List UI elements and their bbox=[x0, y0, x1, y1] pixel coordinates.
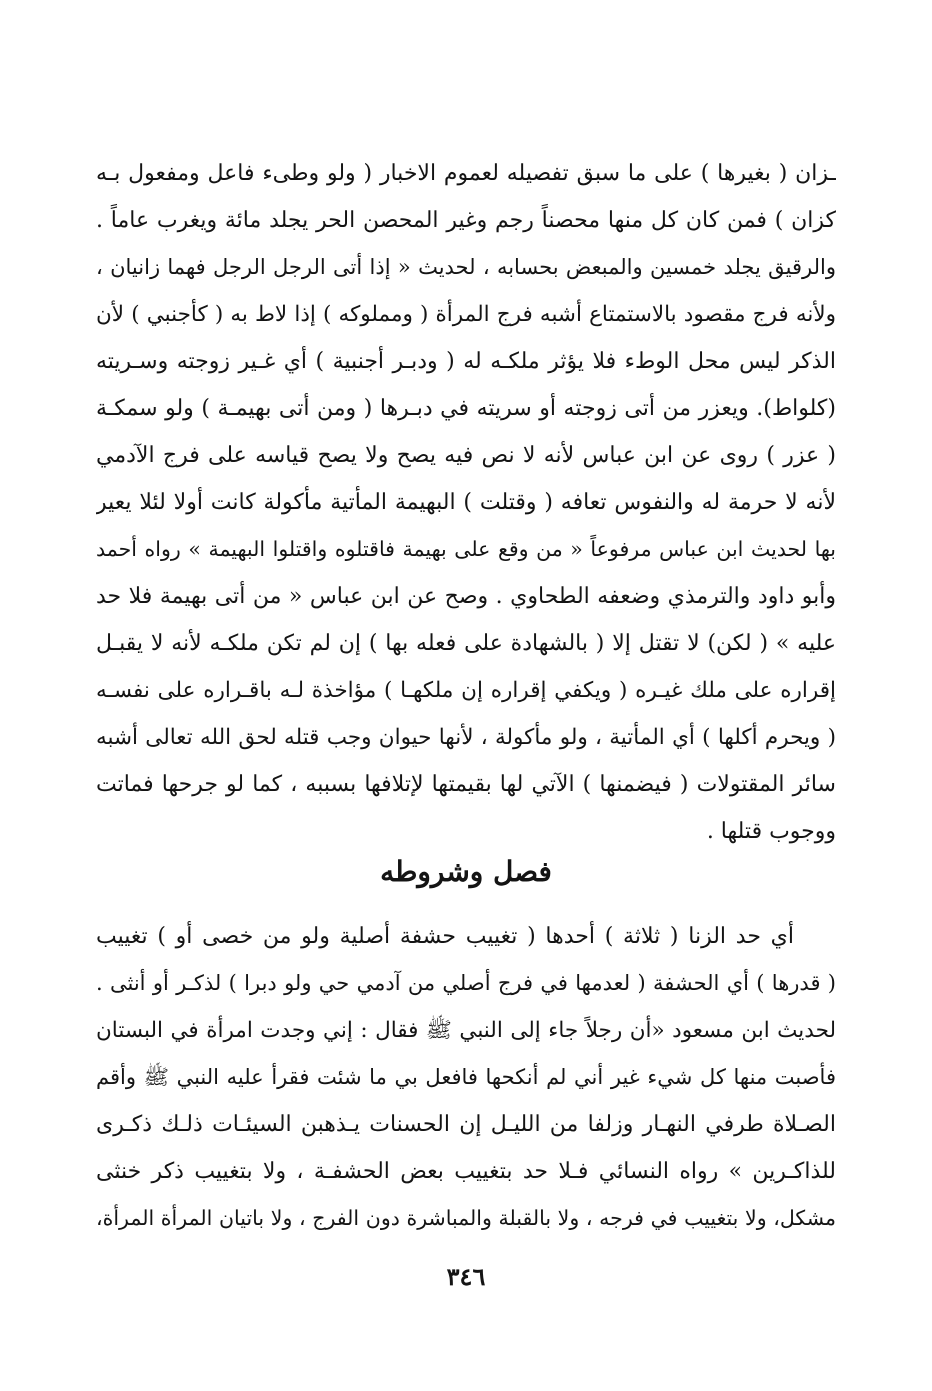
paragraph-1 bbox=[96, 150, 836, 855]
text-line: الصـلاة طرفي النهـار وزلفا من الليـل إن الحسنات يـذهبن السيئـات ذلـك ذكـرى bbox=[96, 1112, 836, 1137]
text-line: ـزان ( بغيرها ) على ما سبق تفصيله لعموم الاخبار ( ولو وطىء فاعل ومفعول بـه bbox=[96, 161, 836, 186]
text-line: للذاكـرين » رواه النسائي فـلا حد بتغييب بعض الحشفـة ، ولا بتغييب ذكر خنثى bbox=[96, 1159, 836, 1184]
text-line: كزان ) فمن كان كل منها محصناً رجم وغير المحصن الحر يجلد مائة ويغرب عاماً . bbox=[96, 208, 836, 233]
text-line: إقراره على ملك غيـره ( ويكفي إقراره إن ملكهـا ) مؤاخذة لـه باقـراره على نفسـه bbox=[96, 678, 836, 703]
text-line: والرقيق يجلد خمسين والمبعض بحسابه ، لحديث « إذا أتى الرجل الرجل فهما زانيان ، bbox=[96, 255, 836, 279]
text-line: فأصبت منها كل شيء غير أني لم أنكحها فافعل بي ما شئت فقرأ عليه النبي ﷺ وأقم bbox=[96, 1065, 836, 1089]
text-line: مشكل، ولا بتغييب في فرجه ، ولا بالقبلة والمباشرة دون الفرج ، ولا باتيان المرأة المرأة، bbox=[96, 1206, 836, 1230]
text-line: ( ويحرم أكلها ) أي المأتية ، ولو مأكولة ، لأنها حيوان وجب قتله لحق الله تعالى أشبه bbox=[96, 725, 836, 750]
section-heading: فصل وشروطه bbox=[380, 855, 552, 888]
text-line: بها لحديث ابن عباس مرفوعاً « من وقع على بهيمة فاقتلوه واقتلوا البهيمة » رواه أحمد bbox=[96, 537, 836, 561]
text-line: الذكر ليس محل الوطء فلا يؤثر ملكـه له ( ودبـر أجنبية ) أي غـير زوجته وسـريته bbox=[96, 349, 836, 374]
text-line: لأنه لا حرمة له والنفوس تعافه ( وقتلت ) البهيمة المأتية مأكولة كانت أولا لئلا يعير bbox=[96, 490, 836, 515]
text-line: ( قدرها ) أي الحشفة ( لعدمها في فرج أصلي من آدمي حي ولو دبرا ) لذكـر أو أنثى . bbox=[96, 971, 836, 995]
text-line: لحديث ابن مسعود «أن رجلاً جاء إلى النبي ﷺ فقال : إني وجدت امرأة في البستان bbox=[96, 1018, 836, 1043]
page-number: ٣٤٦ bbox=[446, 1262, 486, 1291]
text-line: ( عزر ) روى عن ابن عباس لأنه لا نص فيه يصح ولا يصح قياسه على فرج الآدمي bbox=[96, 443, 836, 468]
text-line: (كلواط). ويعزر من أتى زوجته أو سريته في دبـرها ( ومن أتى بهيمـة ) ولو سمكـة bbox=[96, 396, 836, 421]
text-line: سائر المقتولات ( فيضمنها ) الآتي لها بقيمتها لإتلافها بسببه ، كما لو جرحها فماتت bbox=[96, 772, 836, 797]
text-line: عليه » ( لكن) لا تقتل إلا ( بالشهادة على فعله بها ) إن لم تكن ملكـه لأنه لا يقبـل bbox=[96, 631, 836, 656]
text-line: أي حد الزنا ( ثلاثة ) أحدها ( تغييب حشفة أصلية ولو من خصى أو ) تغييب bbox=[96, 924, 794, 949]
text-line: ولأنه فرج مقصود بالاستمتاع أشبه فرج المرأة ( ومملوكه ) إذا لاط به ( كأجنبي ) لأن bbox=[96, 302, 836, 327]
paragraph-2 bbox=[96, 913, 836, 1242]
text-line: وأبو داود والترمذي وضعفه الطحاوي . وصح عن ابن عباس « من أتى بهيمة فلا حد bbox=[96, 584, 836, 609]
text-line: ووجوب قتلها . bbox=[706, 819, 836, 844]
